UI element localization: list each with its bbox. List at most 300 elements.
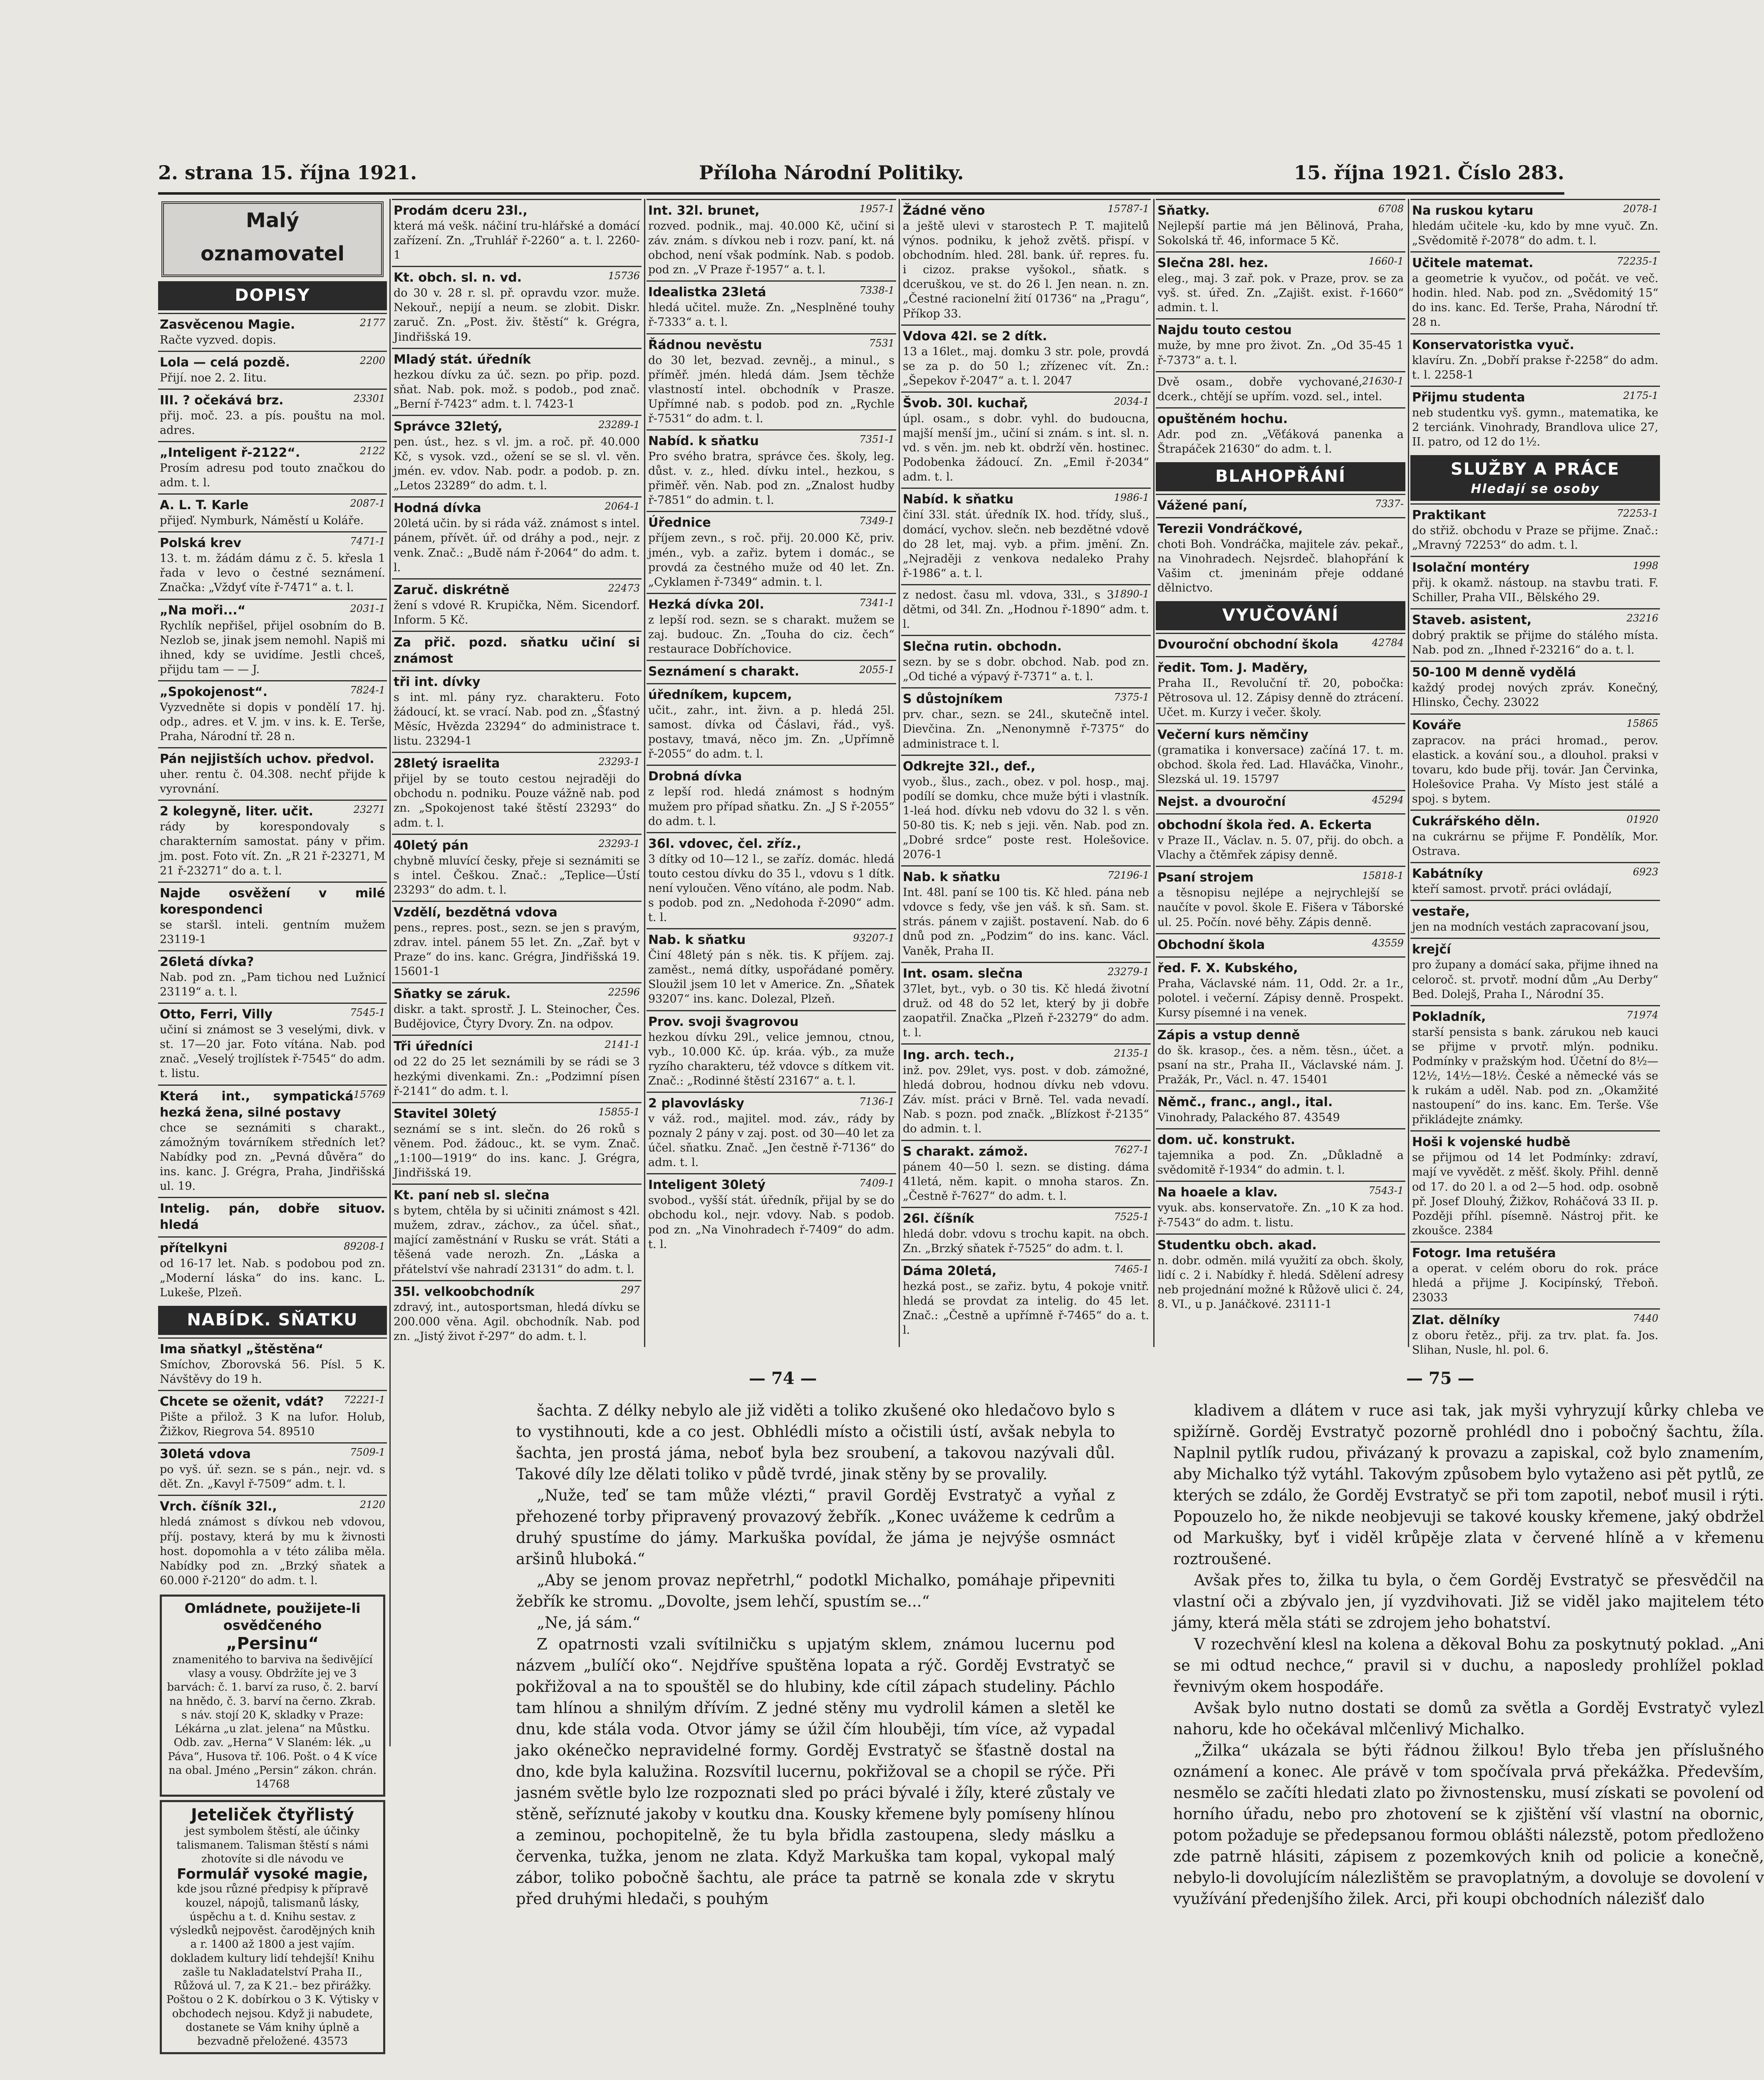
classified-ad [1156, 633, 1405, 656]
classified-ad [392, 415, 642, 496]
ad-heading: Hoši k vojenské hudbě [1412, 1135, 1571, 1150]
ad-heading: Inteligent 30letý [648, 1178, 766, 1193]
classified-list-6b [1410, 503, 1660, 1361]
ad-text: Adr. pod zn. „Věťáková panenka a Štrapáček 21630“ do adm. t. l. [1157, 428, 1404, 456]
ad-text: dobrý praktik se přijme do stálého místa. Nab. pod zn. „Ihned ř-23216“ do a. t. l. [1412, 629, 1658, 657]
ad-heading: 2 kolegyně, liter. učit. [160, 804, 314, 819]
column-5 [1156, 199, 1405, 1351]
ad-text: přijeď. Nymburk, Náměstí u Koláře. [160, 514, 364, 527]
ad-heading: „Inteligent ř-2122“. [160, 445, 300, 460]
ad-heading: Za přič. pozd. sňatku učiní si známost [394, 635, 640, 666]
ad-heading: Mladý stát. úředník [394, 352, 531, 367]
ad-text: Nejlepší partie má jen Bělinová, Praha, Sokolská tř. 46, informace 5 Kč. [1157, 220, 1404, 248]
ad-text: Praha, Václavské nám. 11, Odd. 2r. a 1r., polotel. i večerní. Zápisy denně. Prospekt. Kursy písemné i na venek. [1157, 977, 1404, 1019]
story-paragraph: „Nuže, teď se tam může vlézti,“ pravil Gorděj Evstratyč a vyňal z přehozené torby připravený provazový žebřík. „Konec uvážeme k cedrům a druhý spustíme do jámy. Markuška povídal, že jáma je nejvýše osmnáct aršinů hluboká.“ [516, 1486, 1115, 1568]
ad-code: 89208-1 [344, 1240, 385, 1252]
ad-heading: 40letý pán [394, 838, 468, 853]
ad-code: 6923 [1633, 866, 1658, 878]
ad-text: od 16-17 let. Nab. s podobou pod zn. „Moderní láska“ do ins. kanc. L. Lukeše, Plzeň. [160, 1257, 385, 1300]
classified-ad [1410, 661, 1660, 713]
ad-code: 6708 [1378, 203, 1404, 215]
classified-ad [392, 631, 642, 670]
classified-ad [158, 1442, 387, 1495]
ad-heading: Vdova 42l. se 2 dítk. [903, 329, 1047, 344]
ad-code: 71974 [1626, 1009, 1658, 1021]
section-nabidk: NABÍDK. SŇATKU [158, 1306, 387, 1335]
ad-heading: Zápis a vstup denně [1157, 1028, 1300, 1042]
ad-heading: Zlat. dělníky [1412, 1313, 1500, 1328]
classified-ad [1156, 371, 1405, 407]
ad-text: z nedost. času ml. vdova, 33l., s 3 dětmi, od 34l. Zn. „Hodnou ř-1890“ adm. t. l. [903, 588, 1149, 631]
ad-code: 1957-1 [859, 203, 894, 215]
classified-ad [1410, 199, 1660, 251]
magie-l3: Formulář vysoké magie, [177, 1866, 368, 1883]
ad-code: 22473 [608, 582, 640, 594]
ad-code: 7136-1 [859, 1095, 894, 1107]
column-3 [647, 199, 896, 1351]
classified-ad [1156, 1090, 1405, 1128]
ad-code: 2175-1 [1623, 389, 1658, 401]
ad-heading: Nabíd. k sňatku [648, 434, 759, 449]
ad-text: a ještě ulevi v starostech P. T. majitelů výnos. podniku, k jehož zvětš. přispí. v obchodním. hled. 28l. bank. úř. repres. fu. i cizoz. prakse vyšokol., sňatk. s dceruškou, ve st. do 26 l. Jen nean. n. zn. „Čestné racionelní žití 01736“ na „Pragu“, Příkop 33. [903, 220, 1149, 320]
ad-text: 13 a 16let., maj. domku 3 str. pole, provdá se za p. do 50 l.; zřízenec vít. Zn.: „Šepekov ř-2047“ a. t. l. 2047 [903, 345, 1149, 387]
ad-code: 93207-1 [853, 932, 894, 944]
ad-heading: Prodám dceru 23l., [394, 203, 528, 218]
ad-code: 72235-1 [1617, 255, 1658, 267]
ad-code: 23271 [353, 804, 385, 816]
classified-ad [158, 800, 387, 881]
ad-code: 15736 [608, 270, 640, 282]
magie-l4: kde jsou různé předpisy k přípravě kouzel, nápojů, talismanů lásky, úspěchu a t. d. Knihu sestav. z výsledků nejpověst. čarodějných knih a r. 1400 až 1800 a jest vajím. dokladem kultury lidí tehdejší! Knihu zašle tu Nakladatelství Praha II., Růžová ul. 7, za K 21.– bez přirážky. Poštou o 2 K. dobírkou o 3 K. Výtisky v obchodech nejsou. Když ji nabudete, dostanete se Vám knihy úplně a bezvadně přeložené. 43573 [166, 1883, 379, 2048]
ad-heading: Staveb. asistent, [1412, 613, 1532, 628]
classified-ad [901, 687, 1151, 754]
ad-code: 7465-1 [1114, 1263, 1149, 1275]
ad-heading: III. ? očekává brz. [160, 393, 284, 408]
ad-code: 15787-1 [1107, 203, 1149, 215]
ad-code: 23279-1 [1107, 966, 1149, 978]
classified-ad [1410, 556, 1660, 608]
classified-ad [158, 1085, 387, 1197]
classified-ad [158, 950, 387, 1003]
ad-heading: přítelkyni [160, 1241, 228, 1255]
ad-code: 15855-1 [598, 1106, 640, 1118]
classified-ad [647, 765, 896, 832]
ad-code: 7545-1 [350, 1007, 385, 1019]
classified-ad [392, 348, 642, 415]
ad-text: tajemnika a pod. Zn. „Důkladně a svědomitě ř-1934“ do admin. t. l. [1157, 1149, 1404, 1177]
story-left-text [516, 1400, 1115, 1909]
ad-heading: Dáma 20letá, [903, 1263, 997, 1278]
ad-heading: Psaní strojem [1157, 870, 1254, 885]
ad-code: 23301 [353, 392, 385, 404]
classified-ad [1410, 900, 1660, 938]
sluzby-title: SLUŽBY A PRÁCE [1450, 460, 1620, 479]
ad-text: eleg., maj. 3 zař. pok. v Praze, prov. se za vyš. st. úřed. Zn. „Zajišt. exist. ř-1660“ admin. t. l. [1157, 272, 1404, 314]
classified-ad [1156, 866, 1405, 933]
ad-heading: Nabíd. k sňatku [903, 492, 1013, 507]
story-paragraph: šachta. Z délky nebylo ale již viděti a toliko zkušené oko hledačovo bylo s to vystihnouti, kde a co jest. Obhlédli místo a očistili ústí, avšak nebyla to šachta, jen prostá jáma, neboť byla bez sroubení, a takovou nazývali důl. Takové díly lze dělati toliko v půdě tvrdé, jinak stěny by se provalily. [516, 1402, 1115, 1483]
ad-text: Int. 48l. paní se 100 tis. Kč hled. pána neb vdovce s fedy, vše jen váš. k sň. Sam. st. strás. pánem v zajišt. postavení. Nab. do 6 dnů pod zn. „Podzim“ do ins. kanc. Václ. Vaněk, Praha II. [903, 886, 1149, 958]
classified-ad [392, 901, 642, 982]
classified-ad [158, 1236, 387, 1303]
ad-code: 7375-1 [1114, 691, 1149, 703]
classified-ad [1156, 813, 1405, 866]
persin-advert [160, 1595, 385, 1797]
ad-text: sezn. by se s dobr. obchod. Nab. pod zn. „Od tiché a výpavý ř-7371“ a. t. l. [903, 656, 1149, 683]
ad-code: 2031-1 [350, 602, 385, 614]
ad-code: 2120 [359, 1499, 385, 1511]
ad-text: s bytem, chtěla by si učiniti známost s 42l. mužem, zdrav., záchov., za účel. sňat., mající zaměstnání v Rusku se vrát. Státi a těšená vade nerozh. Zn. „Láska a přátelství vše nahradí 23131“ do adm. t. l. [394, 1204, 640, 1276]
ad-text: diskr. a takt. sprostř. J. L. Steinocher, Čes. Budějovice, Čtyry Dvory. Zn. na odpov. [394, 1003, 640, 1031]
column-divider [1153, 199, 1155, 1347]
ad-heading: obchodní škola řed. A. Eckerta [1157, 818, 1372, 833]
ad-heading: Isolační montéry [1412, 560, 1530, 575]
ad-heading: Konservatoristka vyuč. [1412, 337, 1574, 352]
classified-ad [158, 882, 387, 950]
column-divider [389, 199, 391, 1746]
ad-text: do 30 v. 28 r. sl. př. opravdu vzor. muže. Nekouř., nepijí a neum. se zlobit. Diskr. zaruč. Zn. „Post. živ. štěstí“ k. Grégra, Jindřišská 19. [394, 287, 640, 344]
classified-ad [647, 429, 896, 511]
ad-code: 7409-1 [859, 1177, 894, 1189]
ad-heading: Slečna 28l. hez. [1157, 256, 1268, 271]
ad-text: seznámí se s int. slečn. do 26 roků s věnem. Pod. žádouc., kt. se vym. Znač. „1:100—1919“ do ins. kanc. J. Grégra, Jindřišská 19. [394, 1122, 640, 1180]
classified-ad [1410, 1005, 1660, 1131]
classified-ad [1156, 933, 1405, 956]
header-left: 2. strana 15. října 1921. [158, 161, 417, 184]
classified-ad [647, 333, 896, 429]
classified-ad [901, 391, 1151, 488]
ad-heading: 28letý israelita [394, 756, 500, 771]
page-number-left: — 74 — [749, 1369, 817, 1388]
ad-heading: S důstojníkem [903, 692, 1003, 707]
ad-text: zapracov. na práci hromad., perov. elastick. a kování sou., a dlouhol. praksi v tovaru, kdo bude přij. továr. Jan Červinka, Holešovice Praha. Vy Místo jest stálé a spoj. s bytem. [1412, 734, 1658, 805]
ad-text: žení s vdové R. Krupička, Něm. Sicendorf. Inform. 5 Kč. [394, 599, 640, 626]
ad-code: 15818-1 [1362, 870, 1404, 882]
classified-ad [158, 747, 387, 800]
ad-heading: Hodná dívka [394, 501, 481, 516]
ad-heading: Vzdělí, bezdětná vdova [394, 905, 557, 920]
ad-text: Pro svého bratra, správce čes. školy, leg. důst. v. z., hled. dívku intel., hezkou, s přiměř. věn. Nab. pod zn. „Znalost hudby ř-7851“ do admin. t. l. [648, 450, 894, 507]
ad-code: 7824-1 [350, 684, 385, 696]
ad-heading: 26l. číšník [903, 1211, 974, 1226]
classified-ad [647, 683, 896, 765]
ad-text: s int. ml. pány ryz. charakteru. Foto žádoucí, kt. se vrací. Nab. pod zn. „Šťastný Měsíc, Hvězda 23294“ do administrace t. listu. 23294-1 [394, 691, 640, 748]
classified-list-6a [1410, 199, 1660, 453]
ad-heading: Stavitel 30letý [394, 1106, 497, 1121]
classified-ad [392, 752, 642, 833]
ad-heading: vestaře, [1412, 904, 1470, 919]
classified-ad [1410, 862, 1660, 900]
classified-list-2 [392, 199, 642, 1347]
ad-code: 7525-1 [1114, 1211, 1149, 1223]
classified-ad [901, 1259, 1151, 1341]
ad-text: v váž. rod., majitel. mod. záv., rády by poznaly 2 pány v zaj. post. od 30—40 let za účel. sňatku. Znač. „Jen čestně ř-7136“ do adm. t. l. [648, 1112, 894, 1169]
sluzby-subtitle: Hledají se osoby [1471, 481, 1600, 496]
ad-text: prv. char., sezn. se 24l., skutečně intel. Dievčina. Zn. „Nenonymně ř-7375“ do administrace t. l. [903, 708, 1149, 750]
ad-heading: Odkrejte 32l., def., [903, 759, 1036, 774]
ad-heading: krejčí [1412, 942, 1451, 957]
classified-ad [647, 832, 896, 928]
classified-list-5a [1156, 199, 1405, 460]
classified-ad [647, 660, 896, 683]
persin-l2: „Persinu“ [226, 1634, 319, 1653]
ad-code: 23289-1 [598, 418, 640, 431]
classified-ad [901, 755, 1151, 866]
ad-text: 13. t. m. žádám dámu z č. 5. křesla 1 řada v levo o čestné seznámení. Značka: „Vždyť víte ř-7471“ a. t. l. [160, 552, 385, 594]
ad-heading: Slečna rutin. obchodn. [903, 639, 1062, 654]
classified-ad [647, 928, 896, 1010]
ad-text: Pište a přilož. 3 K na lufor. Holub, Žižkov, Riegrova 54. 89510 [160, 1411, 385, 1439]
ad-heading: 36l. vdovec, čel. zříz., [648, 836, 802, 851]
ad-heading: Lola — celá pozdě. [160, 355, 290, 370]
ad-text: do 30 let, bezvad. zevněj., a minul., s příměř. jmén. hledá dám. Jsem těchže vlastností intel. obchodník v Prasze. Upřímné nab. s podob. pod zn. „Rychle ř-7531“ do adm. t. l. [648, 354, 894, 425]
ad-text: Vinohrady, Palackého 87. 43549 [1157, 1111, 1340, 1124]
persin-l1: Omládnete, použijete-li osvědčeného [184, 1600, 361, 1633]
section-sluzby [1410, 455, 1660, 501]
classified-ad [1410, 713, 1660, 810]
classified-ad [1156, 1023, 1405, 1090]
ad-text: Nab. pod zn. „Pam tichou ned Lužnicí 23119“ a. t. l. [160, 971, 385, 999]
classified-ad [1410, 938, 1660, 1005]
ad-heading: Studentku obch. akad. [1157, 1238, 1317, 1253]
magie-l2: jest symbolem štěstí, ale účinky talismanem. Talisman štěstí s námi zhotovíte si dle návodu ve [176, 1825, 369, 1865]
ad-heading: Drobná dívka [648, 769, 742, 784]
ad-code: 15865 [1626, 717, 1658, 729]
ad-text: z lepší rod. hledá známost s hodným mužem pro případ sňatku. Zn. „J S ř-2055“ do adm. t. l. [648, 785, 894, 828]
header-center: Příloha Národní Politiky. [699, 161, 964, 184]
classified-ad [392, 578, 642, 631]
persin-l3: znamenitého to barviva na šedivějící vlasy a vousy. Obdržíte jej ve 3 barvách: č. 1. barví za ruso, č. 2. barví na hnědo, č. 3. barví na černo. Zkrab. s náv. stojí 20 K, skladky v Praze: Lékárna „u zlat. jelena“ na Můstku. Odb. zav. „Herna“ V Slaném: lék. „u Páva“, Husova tř. 106. Pošt. o 4 K více na obal. Jméno „Persin“ zákon. chrán. 14768 [167, 1653, 378, 1791]
ad-code: 2064-1 [605, 500, 640, 513]
ad-text: úpl. osam., s dobr. vyhl. do budoucna, majší menší jm., učiní si znám. s int. sl. n. vd. s věn. jm. neb kt. obdrží věn. hostinec. Podobenka žádoucí. Zn. „Emil ř-2034“ adm. t. l. [903, 412, 1149, 484]
classified-ad [901, 1207, 1151, 1259]
ad-heading: Kabátníky [1412, 867, 1483, 882]
ad-text: v Praze II., Václav. n. 5. 07, přij. do obch. a Vlachy a čtěmřek zápisy denně. [1157, 834, 1404, 862]
ad-code: 7341-1 [859, 597, 894, 609]
ad-heading: Terezii Vondráčkové, [1157, 521, 1303, 536]
classified-ad [392, 496, 642, 578]
classified-ad [392, 266, 642, 347]
classified-ad [1156, 656, 1405, 723]
ad-text: od 22 do 25 let seznámili by se rádi se 3 hezkými divenkami. Zn.: „Podzimní písen ř-2141“ do adm. t. l. [394, 1055, 640, 1098]
header-right: 15. října 1921. Číslo 283. [1294, 161, 1564, 184]
ad-heading: 2 plavovlásky [648, 1096, 744, 1111]
ad-heading: dom. uč. konstrukt. [1157, 1133, 1296, 1148]
ad-code: 1660-1 [1368, 255, 1404, 267]
ad-code: 7471-1 [350, 535, 385, 547]
classified-ad [1410, 386, 1660, 453]
classified-list-5b [1156, 494, 1405, 599]
ad-heading: Chcete se oženit, vdát? [160, 1394, 324, 1409]
ad-heading: Nab. k sňatku [648, 933, 746, 948]
ad-heading: Najdu touto cestou [1157, 323, 1292, 338]
ad-text: starší pensista s bank. zárukou neb kauci se přijme v prvotř. mlýn. podniku. Podmínky v pražským hod. Účetní do 8½—12½, 14½—18½. České a německé vás se k rukám a uděl. Nab. pod zn. „Okamžité nastoupení“ do ins. kanc. Em. Terše. Vše přikládejte známky. [1412, 1025, 1658, 1127]
ad-code: 7337- [1375, 498, 1404, 510]
ad-text: vyob., šlus., zach., obez. v pol. hosp., maj. podílí se domku, chce muže býti i vlastník. 1-leá hod. dívku neb vdovu do 32 l. s věn. 50-80 tis. K; neb s jeji. věn. Nab. pod zn. „Dobré srdce“ poste rest. Holešovice. 2076-1 [903, 775, 1149, 862]
ad-heading: Švob. 30l. kuchař, [903, 396, 1028, 411]
ad-code: 2034-1 [1114, 395, 1149, 407]
ad-text: zdravý, int., autosportsman, hledá dívku se 200.000 věna. Agil. obchodník. Nab. pod zn. „Jistý život ř-297“ do adm. t. l. [394, 1300, 640, 1343]
ad-code: 1890-1 [1114, 588, 1149, 600]
ad-text: svobod., vyšší stát. úředník, přijal by se do obchodu kol., nejr. vdovy. Nab. s podob. pod zn. „Na Vinohradech ř-7409“ do adm. t. l. [648, 1194, 894, 1251]
classified-ad [158, 351, 387, 389]
story-paragraph: Avšak přes to, žilka tu byla, o čem Gorděj Evstratyč se přesvědčil na vlastní oči a zbývalo jen, jí vyzdvihovati. Již se viděl jako majitelem této jámy, která měla státi se zdrojem jeho bohatství. [1173, 1571, 1764, 1632]
classified-ad [1410, 1241, 1660, 1308]
ad-heading: Pán nejjistších uchov. předvol. [160, 752, 374, 767]
story-right-text [1173, 1400, 1764, 1909]
ad-heading: Idealistka 23letá [648, 285, 766, 300]
ad-text: z oboru řetěz., přij. za trv. plat. fa. Jos. Slihan, Nusle, hl. pol. 6. [1412, 1329, 1658, 1357]
ad-text: jen na modních vestách zapracovaní jsou, [1412, 921, 1650, 934]
classified-ad [901, 324, 1151, 391]
ad-heading: Pokladník, [1412, 1009, 1486, 1024]
ad-heading: Přijmu studenta [1412, 390, 1525, 405]
classified-ad [392, 1280, 642, 1347]
classified-list-5c [1156, 633, 1405, 1315]
ad-code: 7627-1 [1114, 1144, 1149, 1156]
ad-code: 7543-1 [1368, 1185, 1404, 1197]
classified-ad [158, 1197, 387, 1236]
classified-ad [392, 1102, 642, 1184]
ad-heading: Otto, Ferri, Villy [160, 1007, 273, 1022]
ad-text: 20letá učin. by si ráda váž. známost s intel. pánem, přívět. úř. od dráhy a pod., nejr. z venk. Znač.: „Budě nám ř-2064“ do adm. t. l. [394, 517, 640, 574]
ad-text: (gramatika i konversace) začíná 17. t. m. obchod. škola řed. Lad. Hlaváčka, Vinohr., Slezská ul. 19. 15797 [1157, 743, 1404, 786]
section-dopisy: DOPISY [158, 281, 387, 310]
classified-ad [901, 199, 1151, 324]
classified-ad [647, 1010, 896, 1092]
classified-ad [158, 313, 387, 351]
ad-text: do střiž. obchodu v Praze se přijme. Znač.: „Mravný 72253“ do adm. t. l. [1412, 524, 1658, 552]
ad-text: hledám učitele -ku, kdo by mne vyuč. Zn. „Svědomitě ř-2078“ do adm. t. l. [1412, 220, 1658, 248]
classified-ad [1410, 810, 1660, 862]
ad-heading: Nejst. a dvouroční [1157, 795, 1286, 810]
magie-advert [160, 1800, 385, 2054]
page-number-right: — 75 — [1406, 1369, 1474, 1388]
ad-heading: Která int., sympatická hezká žena, silné postavy [160, 1089, 354, 1120]
ad-heading: úředníkem, kupcem, [648, 688, 792, 703]
classified-ad [158, 1390, 387, 1442]
brand-bottom: oznamovatel [200, 242, 345, 265]
column-6 [1410, 199, 1660, 1357]
column-4 [901, 199, 1151, 1351]
column-divider [644, 199, 645, 1347]
ad-heading: Na hoaele a klav. [1157, 1185, 1278, 1200]
story-paragraph: kladivem a dlátem v ruce asi tak, jak myši vyhryzují kůrky chleba ve spižírně. Gorděj Evstratyč pozorně prohlédl dno i pobočný šachtu, žíla. Naplnil pytlík rudou, přivázaný k provazu a zapiskal, což bylo znamením, aby Michalko týž vytáhl. Takovým způsobem bylo vytaženo asi pět pytlů, ze kterých se zdálo, že Gorděj Evstratyč se při tom zapotil, neboť musil i rýti. Popouzelo ho, že nikde neobjevuji se takové kousky křemene, jaký obdržel od Markušky, byť i viděl krůpěje zlata v červené hlíně a v křemenu roztroušené. [1173, 1402, 1764, 1568]
ad-text: Vyzvedněte si dopis v pondělí 17. hj. odp., adres. et V. jm. v ins. k. E. Terše, Praha, Národní tř. 28 n. [160, 701, 385, 743]
ad-text: a geometrie k vyučov., od počát. ve več. hodin. hled. Nab. pod zn. „Svědomitý 15“ do ins. kanc. Ed. Terše, Praha, Národní tř. 28 n. [1412, 272, 1658, 329]
classified-list-1 [158, 313, 387, 1304]
classified-list-1b [158, 1337, 387, 1591]
classified-ad [392, 1035, 642, 1102]
ad-code: 2135-1 [1114, 1047, 1149, 1060]
ad-text: na cukrárnu se přijme F. Pondělík, Mor. Ostrava. [1412, 830, 1658, 858]
column-divider [899, 199, 900, 1347]
ad-heading: Učitele matemat. [1412, 256, 1534, 271]
classified-ad [1410, 251, 1660, 333]
classified-ad [158, 599, 387, 680]
ad-text: hledá učitel. muže. Zn. „Nesplněné touhy ř-7333“ a. t. l. [648, 301, 894, 329]
column-divider [1408, 199, 1409, 1347]
ad-code: 42784 [1372, 636, 1404, 649]
classified-ad [1410, 333, 1660, 386]
classified-ad [901, 584, 1151, 635]
ad-heading: Int. 32l. brunet, [648, 203, 760, 218]
classified-list-4 [901, 199, 1151, 1341]
ad-heading: Ima sňatkyl „štěstěna“ [160, 1342, 324, 1357]
ad-text: Dvě osam., dobře vychované, dcerk., chtějí se upřím. vozd. sel., intel. [1157, 375, 1382, 403]
ad-text: činí 33l. stát. úředník IX. hod. třídy, sluš., domácí, vychov. slečn. neb bezdětné vdově do 28 let, maj. vyb. a přim. jmění. Zn. „Nejraději z venkova nedaleko Prahy ř-1986“ a. t. l. [903, 508, 1149, 580]
section-blahoprani: BLAHOPŘÁNÍ [1156, 462, 1405, 491]
classified-ad [1156, 199, 1405, 251]
ad-text: se staršl. inteli. gentním mužem 23119-1 [160, 918, 385, 946]
ad-heading: Sňatky. [1157, 203, 1210, 218]
story-paragraph: „Ne, já sám.“ [537, 1614, 641, 1632]
ad-text: Prosím adresu pod touto značkou do adm. t. l. [160, 461, 385, 490]
ad-code: 1986-1 [1114, 492, 1149, 504]
classified-ad [647, 199, 896, 280]
ad-heading: 35l. velkoobchodník [394, 1284, 535, 1299]
ad-text: vyuk. abs. konservatoře. Zn. „10 K za hod. ř-7543“ do adm. t. listu. [1157, 1201, 1404, 1229]
ad-heading: Večerní kurs němčiny [1157, 727, 1309, 742]
ad-code: 2177 [359, 317, 385, 329]
ad-code: 7531 [869, 337, 894, 349]
classified-ad [647, 280, 896, 333]
ad-text: po vyš. úř. sezn. se s pán., nejr. vd. s dět. Zn. „Kavyl ř-7509“ adm. t. l. [160, 1463, 385, 1491]
ad-code: 7349-1 [859, 515, 894, 527]
ad-text: hledá dobr. vdovu s trochu kapit. na obch. Zn. „Brzký sňatek ř-7525“ do adm. t. l. [903, 1227, 1149, 1255]
classified-ad [901, 488, 1151, 584]
classified-ad [158, 680, 387, 747]
column-2 [392, 199, 642, 1351]
classified-ad [1156, 318, 1405, 371]
ad-heading: Zaruč. diskrétně [394, 582, 510, 597]
story-paragraph: V rozechvění klesl na kolena a děkoval Bohu za poskytnutý poklad. „Ani se mi odtud nechce,“ pravil si v duchu, a naposledy prohlížel poklad řevnivým okem hospodáře. [1173, 1635, 1764, 1696]
classified-ad [901, 865, 1151, 961]
ad-code: 7338-1 [859, 285, 894, 297]
ad-heading: A. L. T. Karle [160, 498, 249, 513]
classified-ad [647, 511, 896, 592]
ad-text: uher. rentu č. 04.308. nechť přijde k vyrovnání. [160, 768, 385, 796]
ad-heading: Řádnou nevěstu [648, 337, 762, 352]
ad-heading: Kt. obch. sl. n. vd. [394, 270, 522, 285]
ad-heading: „Na moři...“ [160, 603, 246, 618]
story-right [1173, 1400, 1764, 2080]
classified-ad [1156, 1128, 1405, 1181]
classified-ad [158, 1337, 387, 1390]
ad-code: 43559 [1372, 937, 1404, 949]
classified-ad [647, 1092, 896, 1173]
ad-text: 3 dítky od 10—12 l., se zaříz. domác. hledá touto cestou dívku do 35 l., vdovu s 1 dítk. není vyloučen. Věno vítáno, ale podm. Nab. s podob. pod zn. „Nedohoda ř-2090“ adm. t. l. [648, 852, 894, 924]
page-header [158, 157, 1564, 191]
ad-text: z lepší rod. sezn. se s charakt. mužem se zaj. budouc. Zn. „Touha do ciz. čech“ restaurace Dobříchovice. [648, 613, 894, 656]
ad-code: 2200 [359, 354, 385, 366]
ad-text: přij. moč. 23. a pís. pouštu na mol. adres. [160, 409, 385, 437]
ad-text: učiní si známost se 3 veselými, divk. v st. 17—20 jar. Foto vítána. Nab. pod znač. „Veselý trojlístek ř-7545“ do adm. t. listu. [160, 1023, 385, 1080]
ad-heading: 50-100 M denně vydělá [1412, 665, 1576, 680]
ad-heading: Seznámení s charakt. [648, 664, 800, 679]
classified-ad [1156, 723, 1405, 790]
classified-ad [1156, 407, 1405, 460]
classified-ad [1410, 608, 1660, 661]
ad-text: Rychlík nepřišel, přijel osobním do B. Nezlob se, jinak jsem nemohl. Napiš mi ihned, kdy se uvidíme. Jestli chceš, přijdu tam — — J. [160, 619, 385, 676]
ad-heading: opuštěném hochu. [1157, 411, 1288, 426]
ad-text: Račte vyzved. dopis. [160, 333, 276, 347]
ad-text: pánem 40—50 l. sezn. se disting. dáma 41letá, něm. kapit. o mnoha staros. Zn. „Čestně ř-7627“ do adm. t. l. [903, 1160, 1149, 1203]
ad-code: 7440 [1633, 1312, 1658, 1325]
ad-code: 72221-1 [344, 1394, 385, 1406]
story-paragraph: Z opatrnosti vzali svítilničku s upjatým sklem, známou lucernu pod názvem „bulíčí oko“. Nejdříve spuštěna lopata a rýč. Gorděj Evstratyč se pokřižoval a na to spouštěl se do hlubiny, kde cítil zápach studeliny. Páchlo tam hlínou a shnilým dřívím. Z jedné stěny mu vydrolil kámen a sletěl ke dnu, kde stála voda. Otvor jámy se úžil čím hlouběji, tím více, až vypadal jako okénečko nepravidelné formy. Gorděj Evstratyč se šťastně dostal na dno, kde byla kalužina. Rozsvítil lucernu, pokřižoval se a chopil se rýče. Při jasném světle bylo lze rozpoznati sled po práci bývalé i žíly, které zůstaly ve stěně, seříznuté jakoby v koutku dna. Kousky křemene byly pomíseny hlínou a zeminou, pochopitelně, že tu byla břidla zastoupena, sledy máslku a červenka, tužka, jenom ne zlata. Když Markuška tam kopal, vykopal malý zábor, toliko pobočně šachtu, ale práce ta patrně se konala zde v skrytu před druhými hledači, s pouhým [516, 1635, 1115, 1908]
ad-heading: Prov. svoji švagrovou [648, 1014, 799, 1029]
